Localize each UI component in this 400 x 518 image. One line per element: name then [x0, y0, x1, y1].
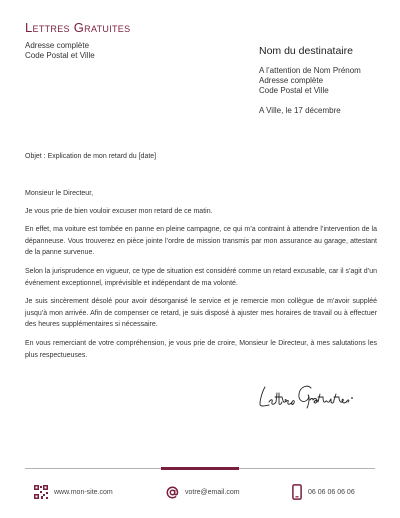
salutation: Monsieur le Directeur, — [25, 190, 94, 197]
body-paragraph: En vous remerciant de votre compréhension, je vous prie de croire, Monsieur le Directeur, à mes salutations les plus respectueuses. — [25, 339, 377, 359]
email-text: votre@email.com — [185, 488, 240, 496]
qr-code-icon — [34, 485, 48, 499]
letter-body — [25, 188, 377, 368]
sender-address: Adresse complète — [25, 41, 90, 50]
recipient-block — [259, 66, 361, 96]
footer-website[interactable] — [34, 484, 113, 500]
recipient-name: Nom du destinataire — [259, 45, 353, 57]
brand-name: Lettres Gratuites — [25, 20, 131, 35]
letter-date: A Ville, le 17 décembre — [259, 106, 341, 115]
body-paragraph: Selon la jurisprudence en vigueur, ce type de situation est considéré comme un retard excusable, car il s’agit d’un événement exceptionnel, imprévisible et indépendant de ma volonté. — [25, 267, 377, 287]
handwritten-signature — [255, 378, 355, 412]
body-paragraph: Je vous prie de bien vouloir excuser mon retard de ce matin. — [25, 207, 213, 215]
at-sign-icon — [166, 486, 179, 499]
footer-email[interactable] — [166, 484, 240, 500]
sender-postal: Code Postal et Ville — [25, 51, 95, 60]
phone-text: 06 06 06 06 06 — [308, 488, 355, 496]
recipient-address: Adresse complète — [259, 76, 324, 85]
recipient-attention: A l’attention de Nom Prénom — [259, 66, 361, 75]
mobile-phone-icon — [292, 484, 302, 500]
footer-accent-bar — [161, 467, 239, 470]
website-text: www.mon-site.com — [54, 488, 113, 496]
body-paragraph: En effet, ma voiture est tombée en panne en pleine campagne, ce qui m’a contraint à attendre l’intervention de la dépanneuse. Vous trouverez en pièce jointe l’ordre de mission transmis par mon assurance au garage, attestant de la panne survenue. — [25, 226, 377, 257]
letter-subject: Objet : Explication de mon retard du [date] — [25, 153, 157, 160]
sender-block — [25, 41, 95, 61]
footer-phone[interactable] — [292, 484, 355, 500]
recipient-postal: Code Postal et Ville — [259, 86, 329, 95]
body-paragraph: Je suis sincèrement désolé pour avoir désorganisé le service et je remercie mon collègue de m’avoir suppléé jusqu’à mon arrivée. Afin de compenser ce retard, je suis disposé à ajuster mes horaires de travail ou à effectuer des heures supplémentaires si nécessaire. — [25, 298, 377, 329]
